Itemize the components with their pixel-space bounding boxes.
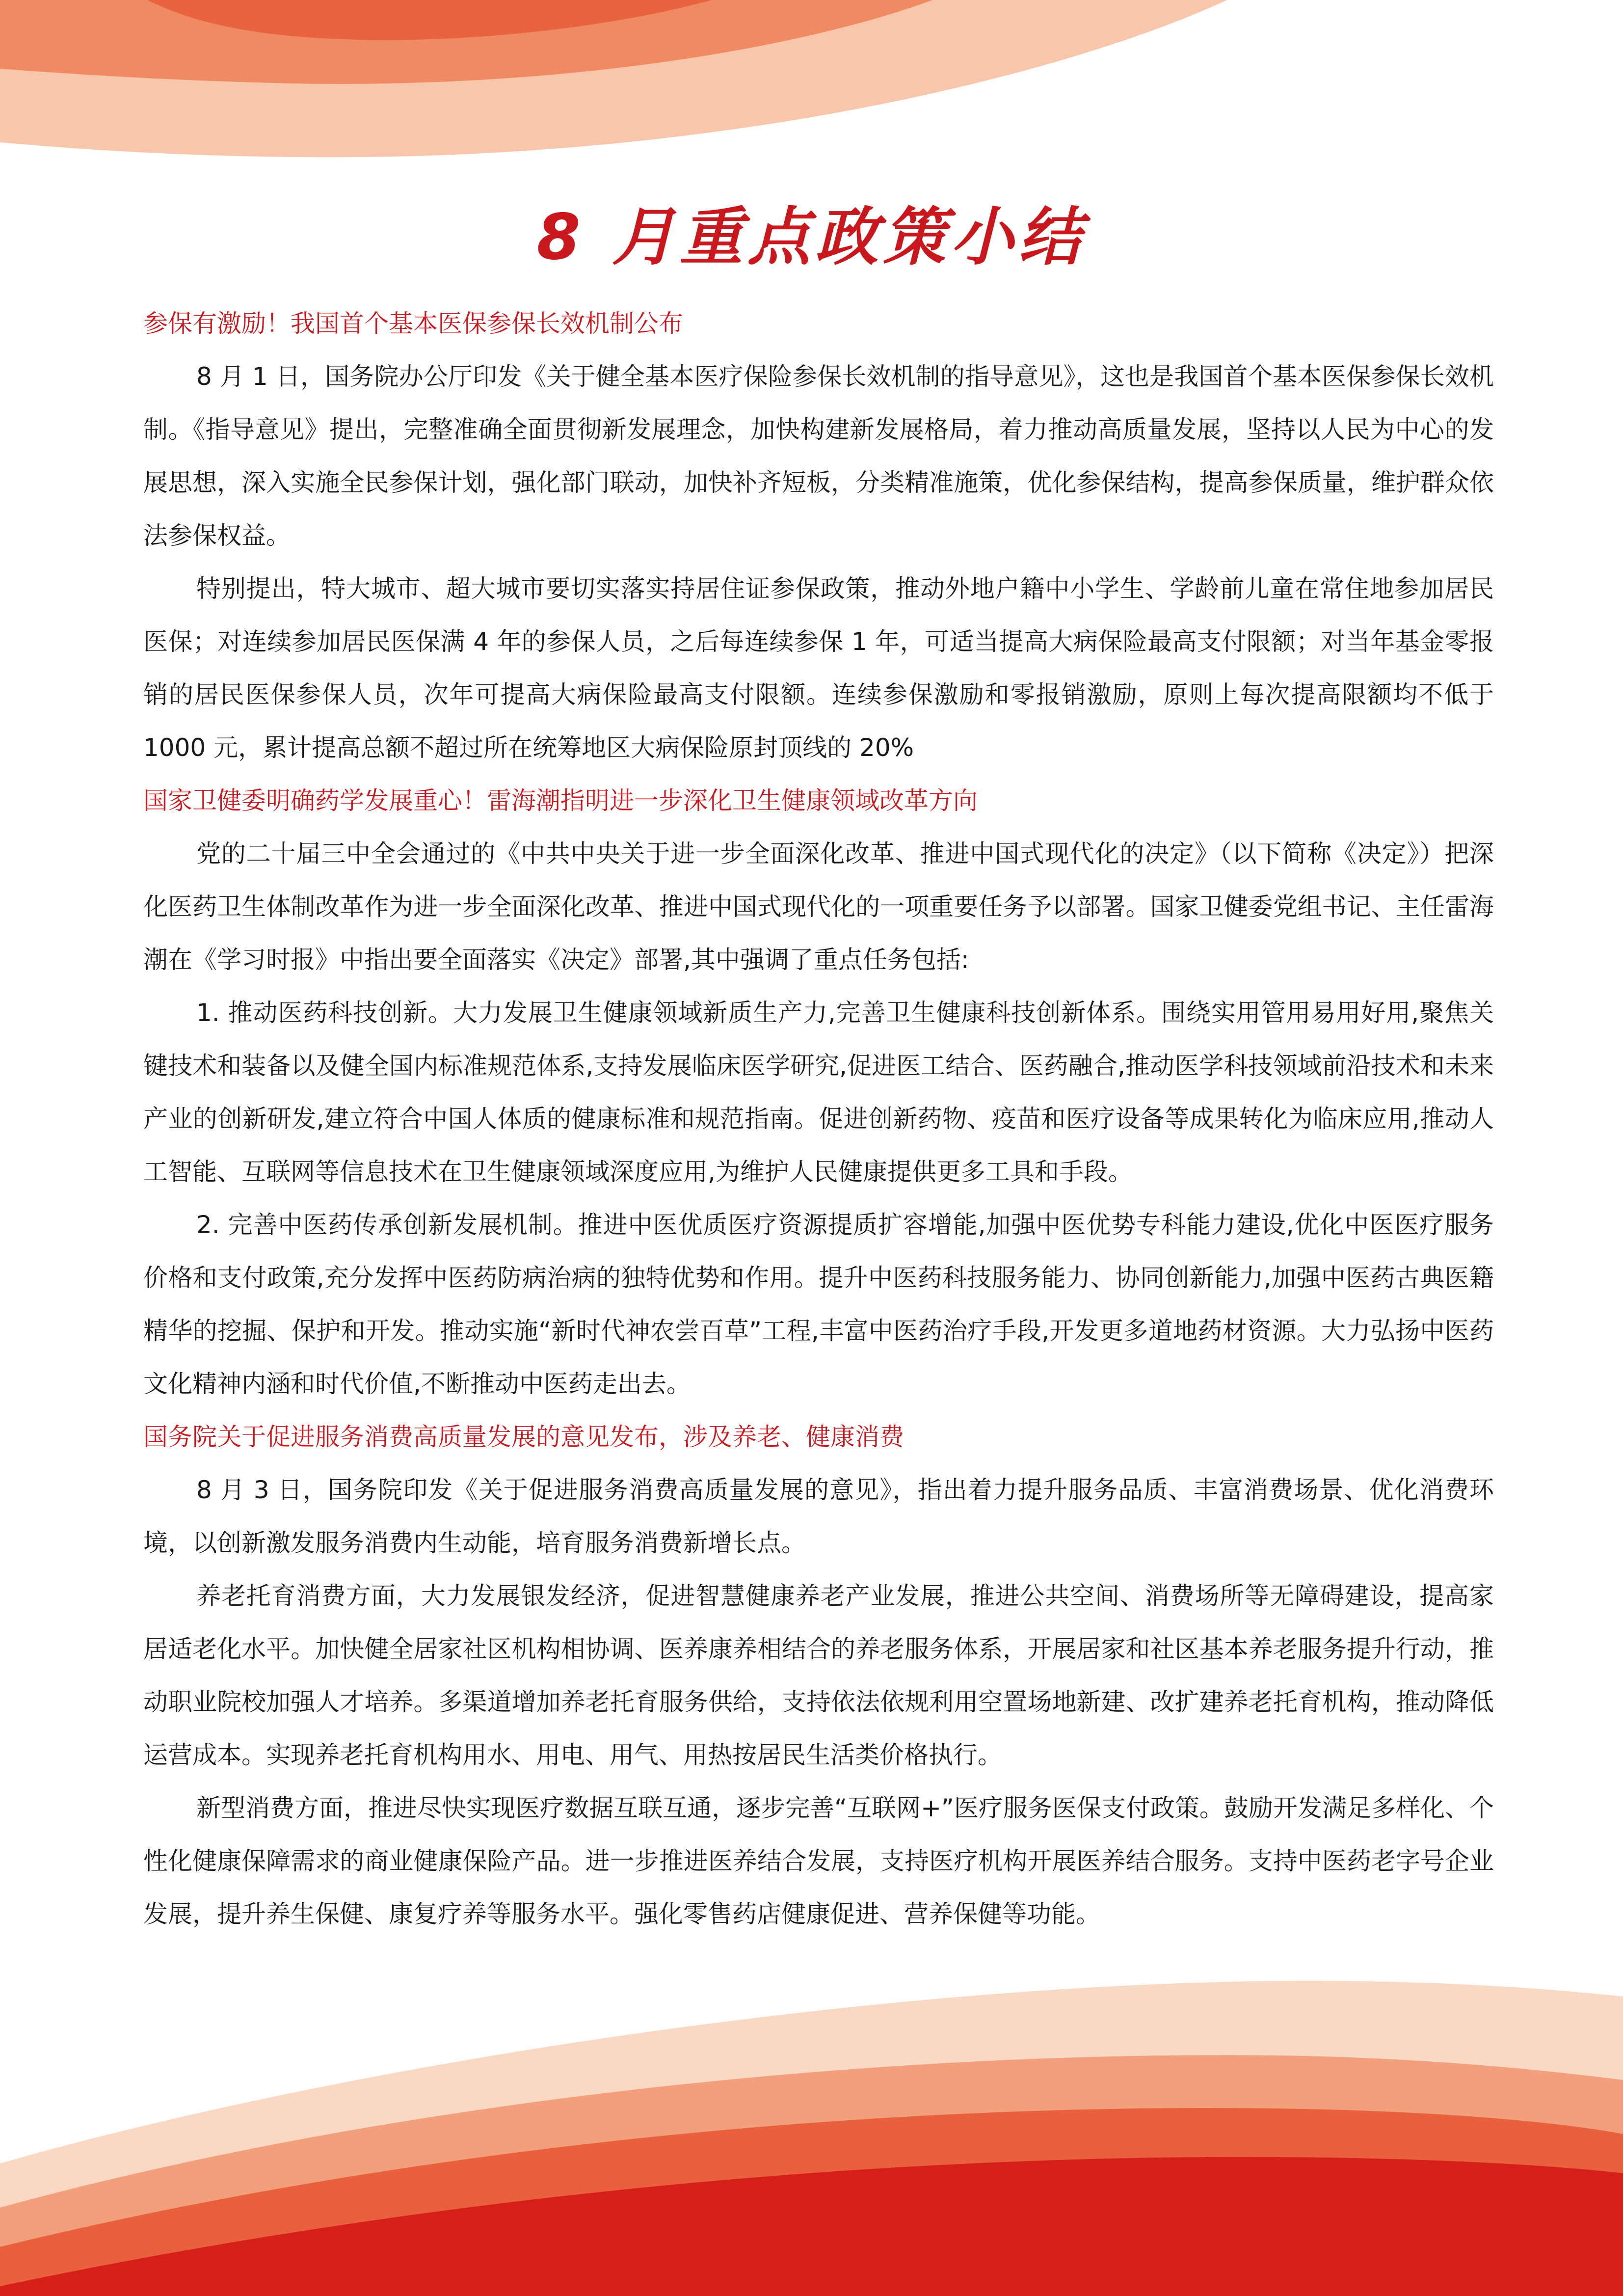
bottom-wave-decoration <box>0 1952 1623 2296</box>
paragraph: 养老托育消费方面，大力发展银发经济，促进智慧健康养老产业发展，推进公共空间、消费场所等无障碍建设，提高家居适老化水平。加快健全居家社区机构相协调、医养康养相结合的养老服务体系，开展居家和社区基本养老服务提升行动，推动职业院校加强人才培养。多渠道增加养老托育服务供给，支持依法依规利用空置场地新建、改扩建养老托育机构，推动降低运营成本。实现养老托育机构用水、用电、用气、用热按居民生活类价格执行。 <box>143 1582 1494 1769</box>
paragraph: 8 月 3 日，国务院印发《关于促进服务消费高质量发展的意见》，指出着力提升服务品质、丰富消费场景、优化消费环境，以创新激发服务消费内生动能，培育服务消费新增长点。 <box>143 1476 1494 1557</box>
top-wave-decoration <box>0 0 1623 162</box>
section-heading: 国家卫健委明确药学发展重心！雷海潮指明进一步深化卫生健康领域改革方向 <box>143 786 978 815</box>
paragraph: 1. 推动医药科技创新。大力发展卫生健康领域新质生产力,完善卫生健康科技创新体系。围绕实用管用易用好用,聚焦关键技术和装备以及健全国内标准规范体系,支持发展临床医学研究,促进医工结合、医药融合,推动医学科技领域前沿技术和未来产业的创新研发,建立符合中国人体质的健康标准和规范指南。促进创新药物、疫苗和医疗设备等成果转化为临床应用,推动人工智能、互联网等信息技术在卫生健康领域深度应用,为维护人民健康提供更多工具和手段。 <box>143 999 1494 1186</box>
paragraph: 特别提出，特大城市、超大城市要切实落实持居住证参保政策，推动外地户籍中小学生、学龄前儿童在常住地参加居民医保；对连续参加居民医保满 4 年的参保人员，之后每连续参保 1 年，可适当提高大病保险最高支付限额；对当年基金零报销的居民医保参保人员，次年可提高大病保险最高支付限额。连续参保激励和零报销激励，原则上每次提高限额均不低于 1000 元，累计提高总额不超过所在统筹地区大病保险原封顶线的 20% <box>143 574 1494 762</box>
top-wave-mid <box>0 0 932 84</box>
section-heading: 参保有激励！我国首个基本医保参保长效机制公布 <box>143 309 683 338</box>
bottom-wave-dark <box>0 2157 1623 2296</box>
top-wave-dark <box>147 0 712 40</box>
section-2 <box>143 774 1494 1410</box>
article-body <box>143 297 1494 1941</box>
paragraph: 新型消费方面，推进尽快实现医疗数据互联互通，逐步完善“互联网+”医疗服务医保支付政策。鼓励开发满足多样化、个性化健康保障需求的商业健康保险产品。进一步推进医养结合发展，支持医疗机构开展医养结合服务。支持中医药老字号企业发展，提升养生保健、康复疗养等服务水平。强化零售药店健康促进、营养保健等功能。 <box>143 1794 1494 1928</box>
paragraph: 党的二十届三中全会通过的《中共中央关于进一步全面深化改革、推进中国式现代化的决定》（以下简称《决定》）把深化医药卫生体制改革作为进一步全面深化改革、推进中国式现代化的一项重要任务予以部署。国家卫健委党组书记、主任雷海潮在《学习时报》中指出要全面落实《决定》部署,其中强调了重点任务包括: <box>143 839 1494 974</box>
section-heading: 国务院关于促进服务消费高质量发展的意见发布，涉及养老、健康消费 <box>143 1423 904 1451</box>
section-1 <box>143 297 1494 774</box>
top-wave-light <box>0 0 1227 157</box>
paragraph: 2. 完善中医药传承创新发展机制。推进中医优质医疗资源提质扩容增能,加强中医优势专科能力建设,优化中医医疗服务价格和支付政策,充分发挥中医药防病治病的独特优势和作用。提升中医药科技服务能力、协同创新能力,加强中医药古典医籍精华的挖掘、保护和开发。推动实施“新时代神农尝百草”工程,丰富中医药治疗手段,开发更多道地药材资源。大力弘扬中医药文化精神内涵和时代价值,不断推动中医药走出去。 <box>143 1211 1494 1398</box>
paragraph: 8 月 1 日，国务院办公厅印发《关于健全基本医疗保险参保长效机制的指导意见》，这也是我国首个基本医保参保长效机制。《指导意见》提出，完整准确全面贯彻新发展理念，加快构建新发展格局，着力推动高质量发展，坚持以人民为中心的发展思想，深入实施全民参保计划，强化部门联动，加快补齐短板，分类精准施策，优化参保结构，提高参保质量，维护群众依法参保权益。 <box>143 362 1494 550</box>
section-3 <box>143 1410 1494 1941</box>
bottom-wave-light <box>0 1981 1623 2296</box>
bottom-wave-orange <box>0 2108 1623 2296</box>
bottom-wave-mid <box>0 2055 1623 2296</box>
page-title: 8 月重点政策小结 <box>536 201 1087 274</box>
